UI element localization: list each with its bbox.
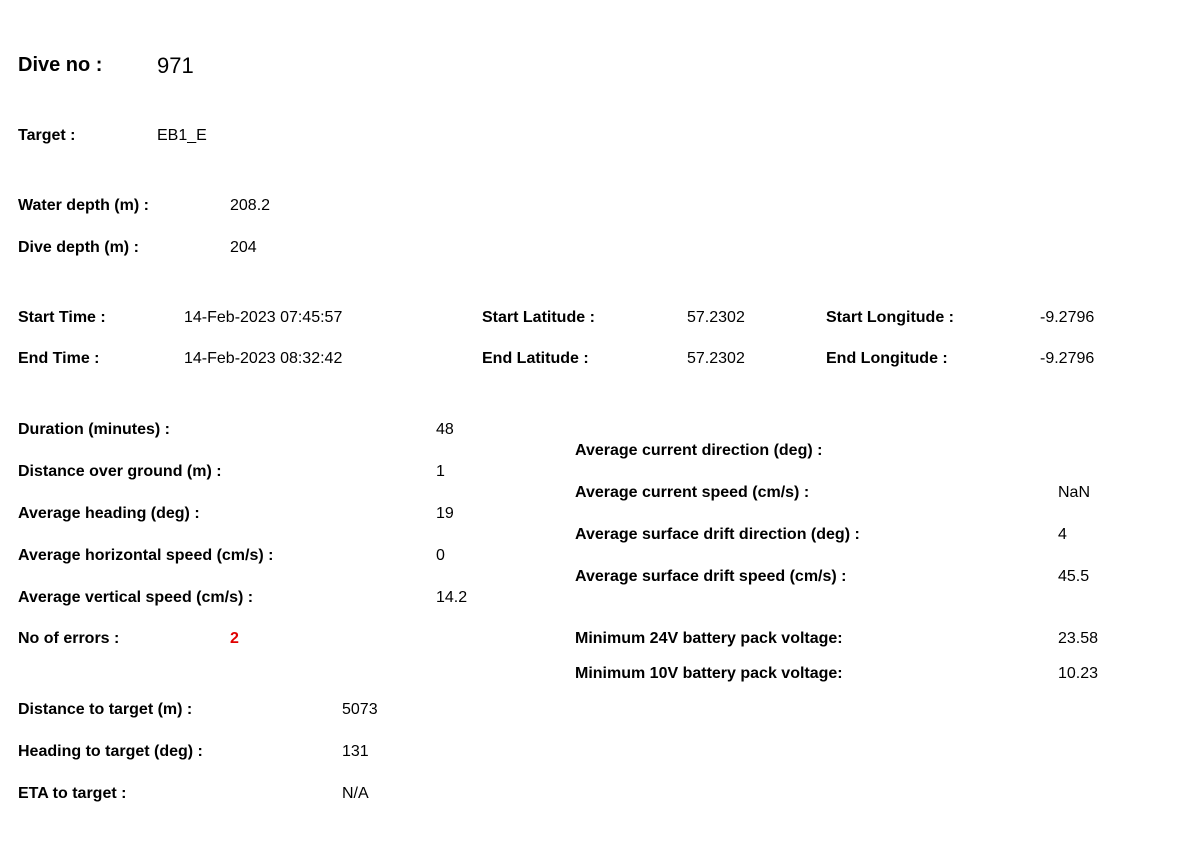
distance-to-target-value: 5073 xyxy=(342,701,378,718)
heading-to-target-value: 131 xyxy=(342,743,369,760)
average-surface-drift-direction-label: Average surface drift direction (deg) : xyxy=(575,526,860,543)
average-vertical-speed-label: Average vertical speed (cm/s) : xyxy=(18,589,254,606)
water-depth-label: Water depth (m) : xyxy=(18,197,149,214)
average-heading-value: 19 xyxy=(436,505,454,522)
duration-value: 48 xyxy=(436,421,454,438)
errors-label: No of errors : xyxy=(18,630,120,647)
heading-to-target-label: Heading to target (deg) : xyxy=(18,743,203,760)
dive-no-value: 971 xyxy=(157,53,194,78)
start-latitude-label: Start Latitude : xyxy=(482,309,595,326)
minimum-10v-battery-value: 10.23 xyxy=(1058,665,1099,682)
end-longitude-value: -9.2796 xyxy=(1040,350,1095,367)
average-current-direction-label: Average current direction (deg) : xyxy=(575,442,823,459)
distance-to-target-label: Distance to target (m) : xyxy=(18,701,193,718)
start-latitude-value: 57.2302 xyxy=(687,309,745,326)
dive-depth-value: 204 xyxy=(230,239,257,256)
average-surface-drift-direction-value: 4 xyxy=(1058,526,1067,543)
average-surface-drift-speed-label: Average surface drift speed (cm/s) : xyxy=(575,568,847,585)
dive-depth-label: Dive depth (m) : xyxy=(18,239,139,256)
end-latitude-label: End Latitude : xyxy=(482,350,589,367)
average-vertical-speed-value: 14.2 xyxy=(436,589,468,606)
start-time-label: Start Time : xyxy=(18,309,106,326)
average-current-speed-label: Average current speed (cm/s) : xyxy=(575,484,810,501)
distance-over-ground-value: 1 xyxy=(436,463,445,480)
duration-label: Duration (minutes) : xyxy=(18,421,170,438)
end-longitude-label: End Longitude : xyxy=(826,350,948,367)
end-latitude-value: 57.2302 xyxy=(687,350,745,367)
errors-value: 2 xyxy=(230,630,239,647)
distance-over-ground-label: Distance over ground (m) : xyxy=(18,463,222,480)
eta-to-target-value: N/A xyxy=(342,785,369,802)
end-time-label: End Time : xyxy=(18,350,100,367)
average-horizontal-speed-value: 0 xyxy=(436,547,445,564)
minimum-10v-battery-label: Minimum 10V battery pack voltage: xyxy=(575,665,843,682)
water-depth-value: 208.2 xyxy=(230,197,271,214)
minimum-24v-battery-value: 23.58 xyxy=(1058,630,1099,647)
average-heading-label: Average heading (deg) : xyxy=(18,505,200,522)
average-current-speed-value: NaN xyxy=(1058,484,1091,501)
start-longitude-label: Start Longitude : xyxy=(826,309,954,326)
dive-no-label: Dive no : xyxy=(18,54,103,76)
end-time-value: 14-Feb-2023 08:32:42 xyxy=(184,350,343,367)
eta-to-target-label: ETA to target : xyxy=(18,785,127,802)
start-time-value: 14-Feb-2023 07:45:57 xyxy=(184,309,343,326)
start-longitude-value: -9.2796 xyxy=(1040,309,1095,326)
target-label: Target : xyxy=(18,127,76,144)
average-horizontal-speed-label: Average horizontal speed (cm/s) : xyxy=(18,547,274,564)
target-value: EB1_E xyxy=(157,127,207,144)
average-surface-drift-speed-value: 45.5 xyxy=(1058,568,1090,585)
minimum-24v-battery-label: Minimum 24V battery pack voltage: xyxy=(575,630,843,647)
